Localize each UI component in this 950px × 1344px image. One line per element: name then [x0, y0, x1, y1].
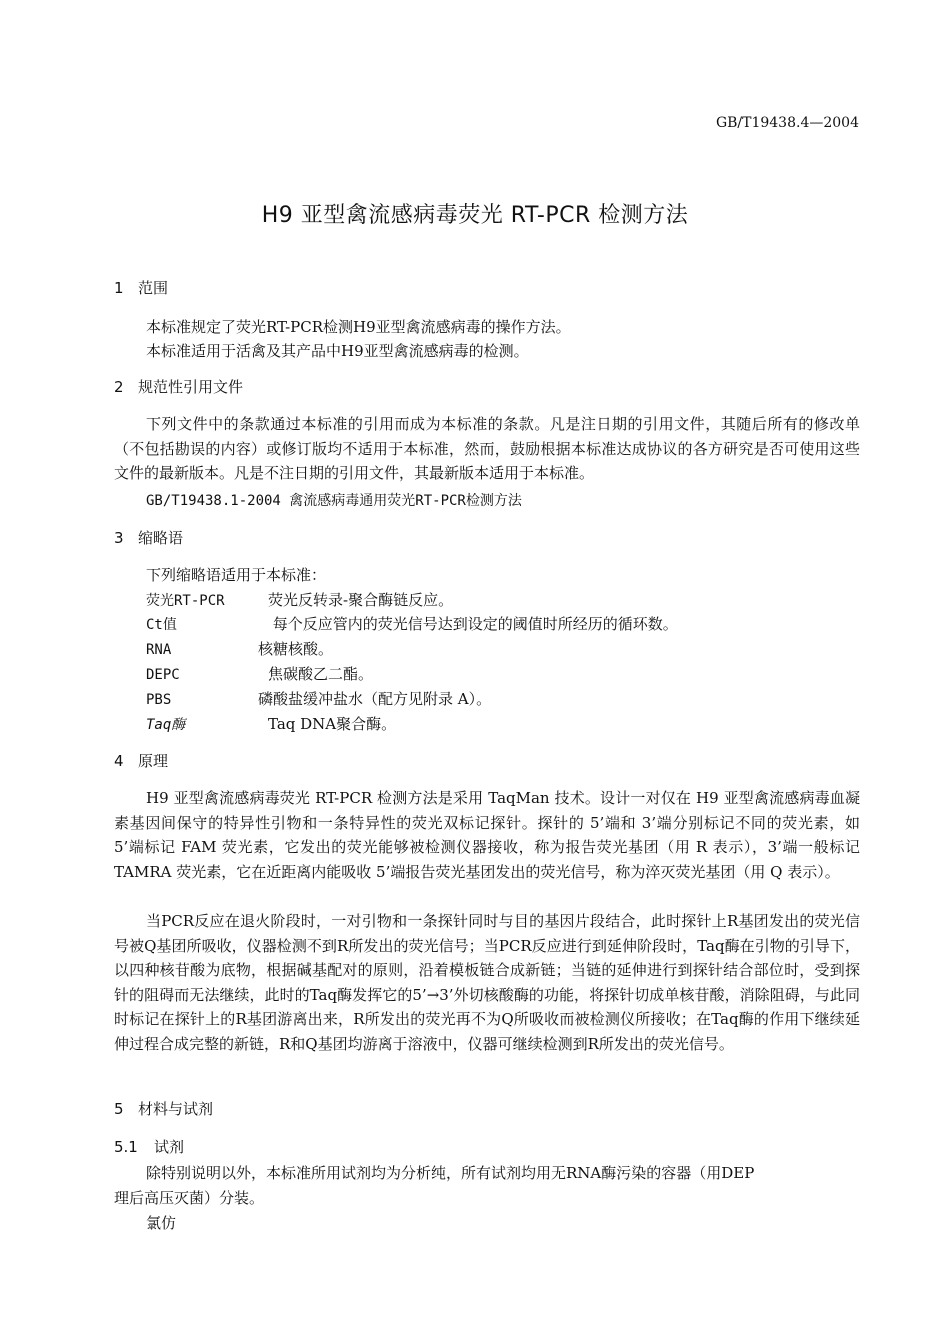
principle-paragraph-1: H9 亚型禽流感病毒荧光 RT-PCR 检测方法是采用 TaqMan 技术。设计一对仅在 H9 亚型禽流感病毒血凝素基因间保守的特异性引物和一条特异性的荧光双标记探针。探针的 5’端和 3’端分别标记不同的荧光素，如 5’端标记 FAM 荧光素，它发出的荧光能够被检测仪器接收，称为报告荧光基团（用 R 表示），3’端一般标记 TAMRA 荧光素，它在近距离内能吸收 5’端报告荧光基团发出的荧光信号，称为淬灭荧光基团（用 Q 表示）。 [114, 789, 860, 881]
abbreviation-term: 荧光RT-PCR [146, 593, 225, 609]
abbreviation-row [146, 713, 396, 734]
abbreviation-row [146, 589, 453, 610]
section-number: 2 [114, 378, 124, 396]
abbreviation-term: DEPC [146, 667, 180, 683]
page-title: H9 亚型禽流感病毒荧光 RT-PCR 检测方法 [261, 203, 689, 228]
section-3-heading [114, 527, 183, 548]
section-1-heading [114, 277, 168, 298]
abbreviation-desc: Taq DNA聚合酶。 [268, 715, 397, 733]
reagents-line-2: 理后高压灭菌）分装。 [114, 1189, 265, 1207]
section-title: 规范性引用文件 [138, 378, 244, 396]
section-number: 5.1 [114, 1138, 138, 1156]
abbreviation-desc: 荧光反转录-聚合酶链反应。 [268, 591, 454, 609]
section-number: 5 [114, 1100, 124, 1118]
section-5-1-heading [114, 1136, 184, 1157]
abbreviation-desc: 磷酸盐缓冲盐水（配方见附录 A）。 [258, 690, 492, 708]
section-title: 试剂 [154, 1138, 185, 1156]
section-number: 1 [114, 279, 124, 297]
section-title: 材料与试剂 [138, 1100, 214, 1118]
reagent-chloroform: 氯仿 [146, 1214, 177, 1232]
abbreviation-term: Taq酶 [146, 717, 186, 733]
reference-document: GB/T19438.1-2004 禽流感病毒通用荧光RT-PCR检测方法 [146, 493, 522, 509]
section-title: 范围 [138, 279, 169, 297]
scope-line-2: 本标准适用于活禽及其产品中H9亚型禽流感病毒的检测。 [146, 342, 529, 360]
abbreviation-row [146, 663, 373, 684]
abbreviation-desc: 核糖核酸。 [258, 640, 334, 658]
section-5-heading [114, 1098, 213, 1119]
section-title: 缩略语 [138, 529, 184, 547]
section-4-heading [114, 750, 168, 771]
standard-number: GB/T19438.4—2004 [715, 115, 859, 131]
abbreviation-term: PBS [146, 692, 172, 708]
section-number: 3 [114, 529, 124, 547]
abbreviation-row [146, 613, 678, 634]
abbreviation-desc: 焦碳酸乙二酯。 [268, 665, 374, 683]
abbreviation-term: Ct值 [146, 617, 177, 633]
section-title: 原理 [138, 752, 169, 770]
reagents-line-1: 除特别说明以外，本标准所用试剂均为分析纯，所有试剂均用无RNA酶污染的容器（用DEP [146, 1164, 755, 1182]
normative-references-paragraph: 下列文件中的条款通过本标准的引用而成为本标准的条款。凡是注日期的引用文件，其随后所有的修改单（不包括勘误的内容）或修订版均不适用于本标准，然而，鼓励根据本标准达成协议的各方研究是否可使用这些文件的最新版本。凡是不注日期的引用文件，其最新版本适用于本标准。 [114, 415, 860, 482]
abbreviation-row [146, 688, 491, 709]
scope-line-1: 本标准规定了荧光RT-PCR检测H9亚型禽流感病毒的操作方法。 [146, 318, 571, 336]
abbreviation-term: RNA [146, 642, 172, 658]
abbreviation-desc: 每个反应管内的荧光信号达到设定的阈值时所经历的循环数。 [268, 615, 678, 633]
principle-paragraph-2: 当PCR反应在退火阶段时，一对引物和一条探针同时与目的基因片段结合，此时探针上R基团发出的荧光信号被Q基团所吸收，仪器检测不到R所发出的荧光信号；当PCR反应进行到延伸阶段时，Taq酶在引物的引导下，以四种核苷酸为底物，根据碱基配对的原则，沿着模板链合成新链；当链的延伸进行到探针结合部位时，受到探针的阻碍而无法继续，此时的Taq酶发挥它的5’→3’外切核酸酶的功能，将探针切成单核苷酸，消除阻碍，与此同时标记在探针上的R基团游离出来，R所发出的荧光再不为Q所吸收而被检测仪所接收；在Taq酶的作用下继续延伸过程合成完整的新链，R和Q基团均游离于溶液中，仪器可继续检测到R所发出的荧光信号。 [114, 912, 860, 1053]
abbreviation-row [146, 638, 333, 659]
section-2-heading [114, 376, 243, 397]
section-number: 4 [114, 752, 124, 770]
abbreviations-intro: 下列缩略语适用于本标准： [146, 566, 327, 584]
